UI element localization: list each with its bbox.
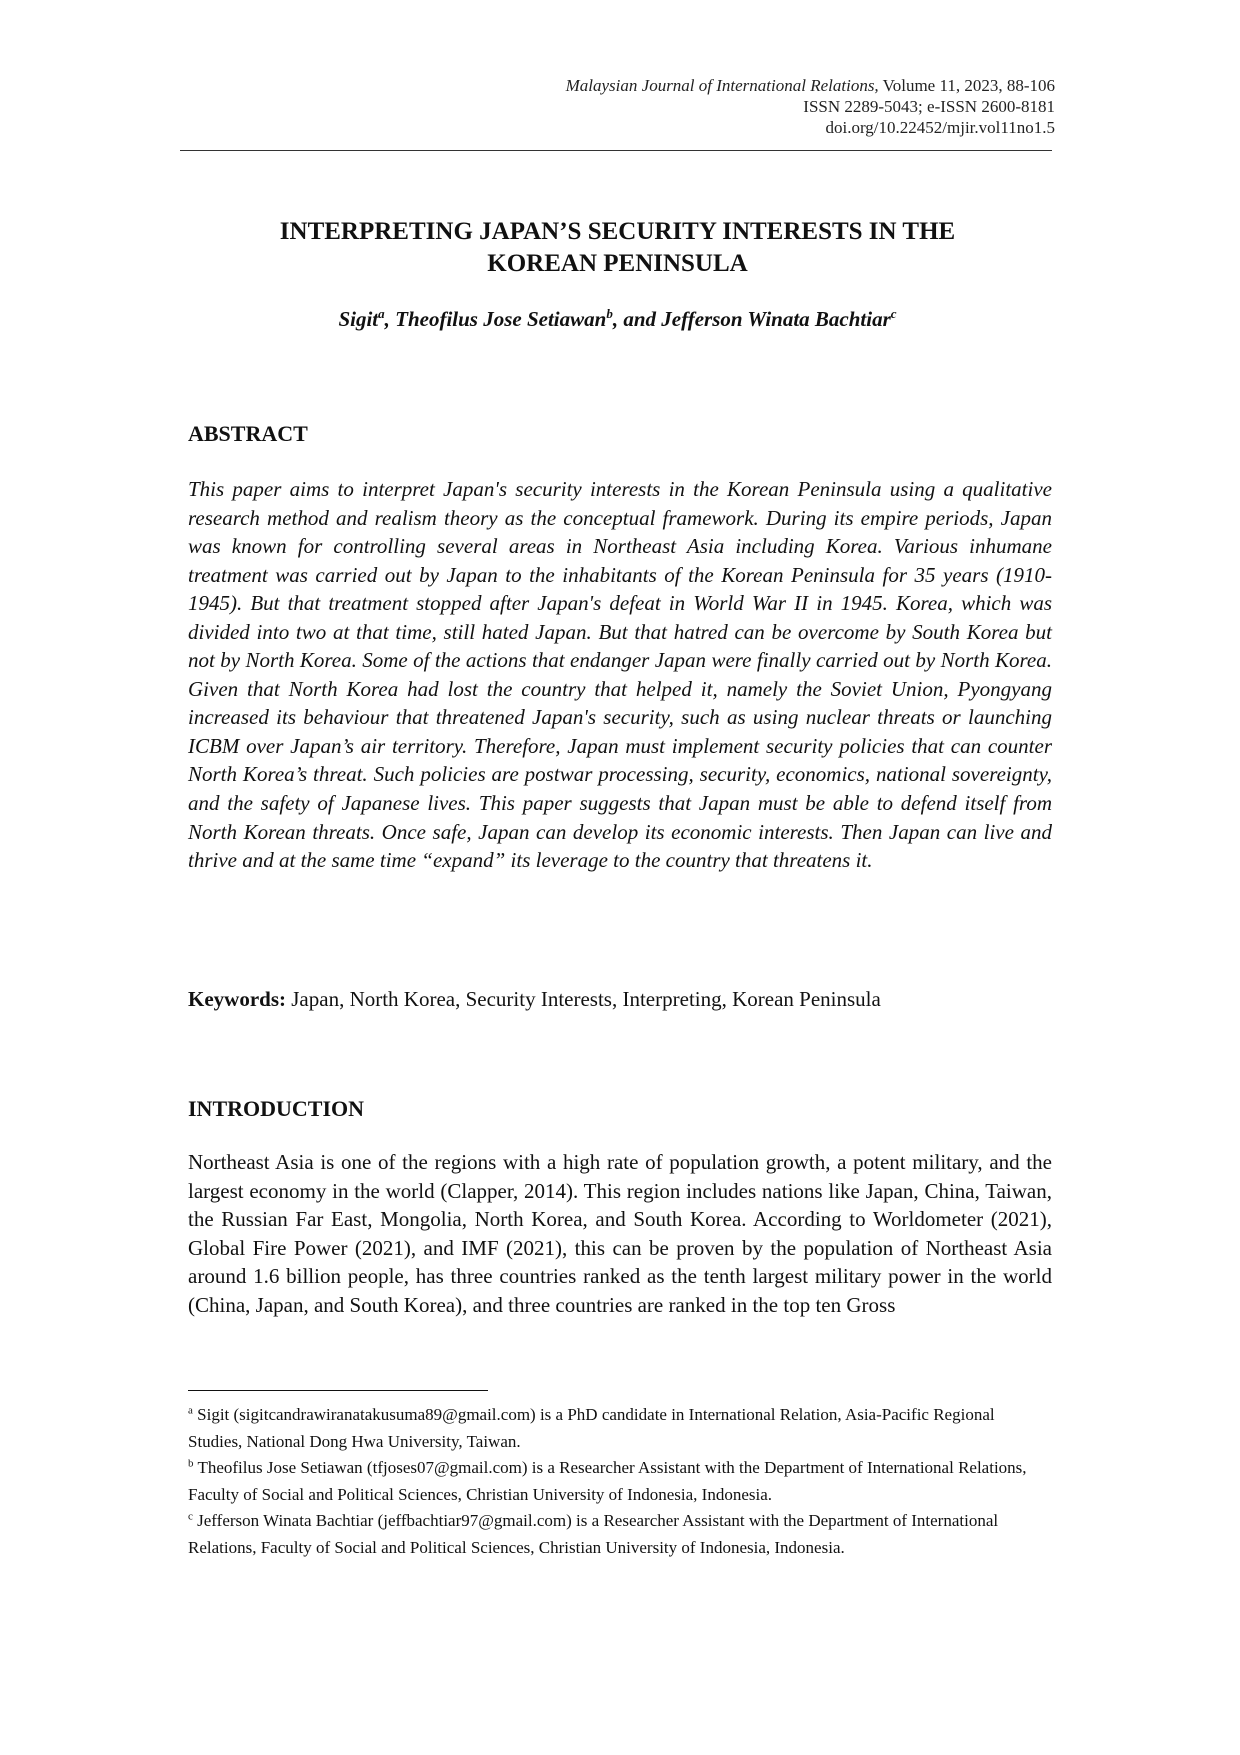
- paper-title-line-2: KOREAN PENINSULA: [487, 250, 748, 277]
- footnote-text: Theofilus Jose Setiawan (tfjoses07@gmail.com) is a Researcher Assistant with the Department of International Relations, Faculty of Social and Political Sciences, Christian University of Indonesia, Indonesia.: [188, 1458, 1027, 1504]
- footnote-divider: [188, 1390, 488, 1391]
- author-name: Jefferson Winata Bachtiar: [661, 307, 891, 331]
- keywords-text: Japan, North Korea, Security Interests, Interpreting, Korean Peninsula: [286, 987, 881, 1011]
- author-affiliation-mark: a: [378, 306, 385, 321]
- footnote-a: [188, 1402, 1052, 1455]
- footnote-text: Sigit (sigitcandrawiranatakusuma89@gmail.com) is a PhD candidate in International Relation, Asia-Pacific Regional Studies, National Dong Hwa University, Taiwan.: [188, 1405, 995, 1451]
- journal-name: Malaysian Journal of International Relations,: [565, 76, 879, 95]
- header-divider: [180, 150, 1052, 151]
- author-separator: , and: [612, 307, 662, 331]
- footnote-mark: a: [188, 1404, 193, 1417]
- footnote-c: [188, 1508, 1052, 1561]
- paper-title-line-1: INTERPRETING JAPAN’S SECURITY INTERESTS IN THE: [279, 218, 956, 245]
- footnote-text: Jefferson Winata Bachtiar (jeffbachtiar97@gmail.com) is a Researcher Assistant with the Department of International Relations, Faculty of Social and Political Sciences, Christian University of Indonesia, Indonesia.: [188, 1511, 999, 1557]
- paper-title: [180, 216, 1055, 280]
- keywords-label: Keywords:: [188, 987, 286, 1011]
- introduction-heading: INTRODUCTION: [188, 1096, 365, 1121]
- introduction-body: Northeast Asia is one of the regions with a high rate of population growth, a potent military, and the largest economy in the world (Clapper, 2014). This region includes nations like Japan, China, Taiwan, the Russian Far East, Mongolia, North Korea, and South Korea. According to Worldometer (2021), Global Fire Power (2021), and IMF (2021), this can be proven by the population of Northeast Asia around 1.6 billion people, has three countries ranked as the tenth largest military power in the world (China, Japan, and South Korea), and three countries are ranked in the top ten Gross: [188, 1150, 1052, 1317]
- footnotes: [188, 1402, 1052, 1561]
- keywords-line: [188, 985, 1052, 1013]
- author-affiliation-mark: b: [606, 306, 613, 321]
- author-separator: ,: [384, 307, 396, 331]
- doi-line: doi.org/10.22452/mjir.vol11no1.5: [825, 118, 1055, 137]
- author-name: Theofilus Jose Setiawan: [395, 307, 607, 331]
- author-line: [180, 305, 1055, 333]
- abstract-heading: ABSTRACT: [188, 421, 308, 446]
- issn-line: ISSN 2289-5043; e-ISSN 2600-8181: [803, 97, 1055, 116]
- footnote-mark: b: [188, 1457, 194, 1470]
- abstract-body: This paper aims to interpret Japan's security interests in the Korean Peninsula using a qualitative research method and realism theory as the conceptual framework. During its empire periods, Japan was known for controlling several areas in Northeast Asia including Korea. Various inhumane treatment was carried out by Japan to the inhabitants of the Korean Peninsula for 35 years (1910-1945). But that treatment stopped after Japan's defeat in World War II in 1945. Korea, which was divided into two at that time, still hated Japan. But that hatred can be overcome by South Korea but not by North Korea. Some of the actions that endanger Japan were finally carried out by North Korea. Given that North Korea had lost the country that helped it, namely the Soviet Union, Pyongyang increased its behaviour that threatened Japan's security, such as using nuclear threats or launching ICBM over Japan’s air territory. Therefore, Japan must implement security policies that can counter North Korea’s threat. Such policies are postwar processing, security, economics, national sovereignty, and the safety of Japanese lives. This paper suggests that Japan must be able to defend itself from North Korean threats. Once safe, Japan can develop its economic interests. Then Japan can live and thrive and at the same time “expand” its leverage to the country that threatens it.: [188, 477, 1052, 873]
- footnote-mark: c: [188, 1510, 193, 1523]
- journal-citation-line: [180, 75, 1055, 96]
- running-head: [180, 75, 1055, 138]
- footnote-b: [188, 1455, 1052, 1508]
- author-affiliation-mark: c: [890, 306, 897, 321]
- volume-pages: Volume 11, 2023, 88-106: [878, 76, 1055, 95]
- author-name: Sigit: [338, 307, 379, 331]
